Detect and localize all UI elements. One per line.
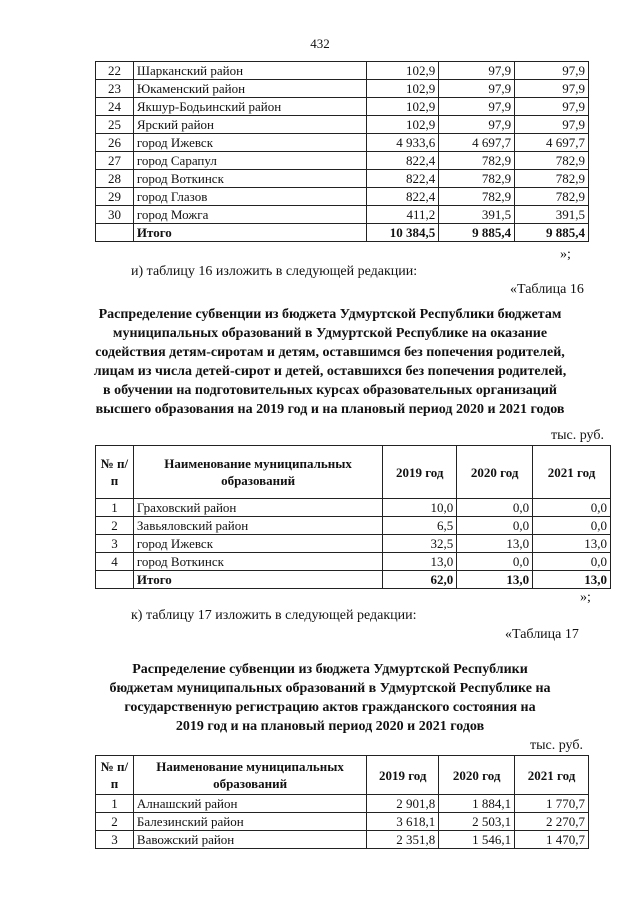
table17 [95, 755, 589, 849]
title16-line: Распределение субвенции из бюджета Удмуртской Республики бюджетам [98, 307, 562, 322]
cell-name: город Можга [133, 206, 367, 224]
cell-n: 22 [96, 62, 134, 80]
table-row [96, 170, 589, 188]
total-empty [96, 571, 134, 589]
cell-v2021: 97,9 [515, 80, 589, 98]
cell-v2020: 97,9 [439, 80, 515, 98]
total-v2020: 13,0 [457, 571, 533, 589]
header-number: № п/п [96, 446, 134, 499]
cell-v2019: 102,9 [367, 116, 439, 134]
table-row [96, 80, 589, 98]
cell-v2020: 13,0 [457, 535, 533, 553]
instruction-i: и) таблицу 16 изложить в следующей редакции: [131, 264, 418, 279]
table-continuation [95, 61, 589, 242]
title17-line: бюджетам муниципальных образований в Удмуртской Республике на [109, 681, 551, 696]
table-row [96, 535, 611, 553]
cell-v2019: 4 933,6 [367, 134, 439, 152]
units17: тыс. руб. [530, 738, 583, 753]
cell-n: 27 [96, 152, 134, 170]
title16-line: лицам из числа детей-сирот и детей, оставшихся без попечения родителей, [93, 364, 567, 379]
total-v2021: 9 885,4 [515, 224, 589, 242]
cell-n: 29 [96, 188, 134, 206]
table-row [96, 188, 589, 206]
title16-line: высшего образования на 2019 год и на плановый период 2020 и 2021 годов [95, 402, 565, 417]
cell-name: Якшур-Бодьинский район [133, 98, 367, 116]
table17-title [90, 660, 570, 736]
cell-name: Юкаменский район [133, 80, 367, 98]
cell-name: город Воткинск [133, 170, 367, 188]
cell-v2020: 0,0 [457, 517, 533, 535]
units16: тыс. руб. [551, 428, 604, 443]
cell-v2021: 0,0 [533, 553, 611, 571]
cell-name: город Глазов [133, 188, 367, 206]
cell-n: 1 [96, 499, 134, 517]
header-2019: 2019 год [367, 756, 439, 795]
cell-v2019: 32,5 [383, 535, 457, 553]
cell-name: Завьяловский район [133, 517, 382, 535]
cell-v2020: 0,0 [457, 499, 533, 517]
table17-label: «Таблица 17 [505, 627, 579, 642]
cell-v2019: 13,0 [383, 553, 457, 571]
cell-v2020: 0,0 [457, 553, 533, 571]
cell-v2019: 822,4 [367, 152, 439, 170]
table-row [96, 116, 589, 134]
table16-label: «Таблица 16 [510, 282, 584, 297]
cell-v2020: 782,9 [439, 188, 515, 206]
page-number: 432 [310, 36, 330, 51]
cell-v2020: 782,9 [439, 170, 515, 188]
header-2020: 2020 год [439, 756, 515, 795]
cell-v2020: 1 546,1 [439, 831, 515, 849]
header-2019: 2019 год [383, 446, 457, 499]
cell-v2019: 3 618,1 [367, 813, 439, 831]
table-row [96, 152, 589, 170]
total-row [96, 224, 589, 242]
table-row [96, 134, 589, 152]
table-row [96, 813, 589, 831]
cell-n: 3 [96, 535, 134, 553]
cell-name: город Воткинск [133, 553, 382, 571]
cell-n: 26 [96, 134, 134, 152]
cell-n: 23 [96, 80, 134, 98]
total-empty [96, 224, 134, 242]
total-v2021: 13,0 [533, 571, 611, 589]
cell-name: город Сарапул [133, 152, 367, 170]
cell-name: Шарканский район [133, 62, 367, 80]
header-2021: 2021 год [533, 446, 611, 499]
total-v2020: 9 885,4 [439, 224, 515, 242]
cell-v2021: 4 697,7 [515, 134, 589, 152]
table-continuation-body [96, 62, 589, 242]
cell-v2021: 782,9 [515, 188, 589, 206]
total-label: Итого [133, 224, 367, 242]
table-row [96, 62, 589, 80]
cell-v2019: 10,0 [383, 499, 457, 517]
cell-n: 4 [96, 553, 134, 571]
cell-v2021: 97,9 [515, 62, 589, 80]
table-row [96, 795, 589, 813]
cell-v2019: 822,4 [367, 188, 439, 206]
header-number: № п/п [96, 756, 134, 795]
cell-v2019: 2 901,8 [367, 795, 439, 813]
table16-body [96, 499, 611, 589]
cell-name: Вавожский район [133, 831, 366, 849]
cell-name: город Ижевск [133, 134, 367, 152]
cell-n: 3 [96, 831, 134, 849]
cell-v2021: 1 770,7 [515, 795, 589, 813]
table-row [96, 499, 611, 517]
cell-v2021: 0,0 [533, 517, 611, 535]
cell-v2021: 1 470,7 [515, 831, 589, 849]
instruction-k: к) таблицу 17 изложить в следующей редакции: [131, 608, 417, 623]
table16-title [80, 305, 580, 419]
cell-v2021: 2 270,7 [515, 813, 589, 831]
cell-n: 28 [96, 170, 134, 188]
header-name: Наименование муниципальных образований [133, 756, 366, 795]
title16-line: муниципальных образований в Удмуртской Республике на оказание [112, 326, 548, 341]
title16-line: в обучении на подготовительных курсах образовательных организаций [103, 383, 557, 398]
table17-body [96, 795, 589, 849]
cell-v2019: 102,9 [367, 62, 439, 80]
total-v2019: 62,0 [383, 571, 457, 589]
cell-v2019: 6,5 [383, 517, 457, 535]
table-row [96, 831, 589, 849]
cell-v2020: 97,9 [439, 62, 515, 80]
cell-v2020: 97,9 [439, 98, 515, 116]
title17-line: 2019 год и на плановый период 2020 и 2021 годов [175, 719, 485, 734]
cell-v2019: 2 351,8 [367, 831, 439, 849]
total-row [96, 571, 611, 589]
header-2020: 2020 год [457, 446, 533, 499]
table-row [96, 517, 611, 535]
header-2021: 2021 год [515, 756, 589, 795]
title16-line: содействия детям-сиротам и детям, оставшимся без попечения родителей, [95, 345, 565, 360]
cell-name: Ярский район [133, 116, 367, 134]
cell-v2019: 102,9 [367, 80, 439, 98]
close-mark-2: »; [580, 590, 591, 605]
cell-v2019: 822,4 [367, 170, 439, 188]
cell-v2021: 97,9 [515, 116, 589, 134]
cell-v2021: 782,9 [515, 152, 589, 170]
cell-v2020: 1 884,1 [439, 795, 515, 813]
cell-v2021: 97,9 [515, 98, 589, 116]
cell-v2021: 782,9 [515, 170, 589, 188]
cell-v2020: 2 503,1 [439, 813, 515, 831]
header-name: Наименование муниципальных образований [133, 446, 382, 499]
cell-v2020: 391,5 [439, 206, 515, 224]
cell-n: 25 [96, 116, 134, 134]
cell-name: город Ижевск [133, 535, 382, 553]
cell-v2021: 0,0 [533, 499, 611, 517]
cell-n: 2 [96, 517, 134, 535]
table-row [96, 206, 589, 224]
cell-v2021: 13,0 [533, 535, 611, 553]
table16 [95, 445, 611, 589]
cell-v2021: 391,5 [515, 206, 589, 224]
title17-line: государственную регистрацию актов гражданского состояния на [124, 700, 536, 715]
cell-n: 24 [96, 98, 134, 116]
cell-v2020: 782,9 [439, 152, 515, 170]
cell-name: Граховский район [133, 499, 382, 517]
cell-n: 2 [96, 813, 134, 831]
total-v2019: 10 384,5 [367, 224, 439, 242]
cell-n: 1 [96, 795, 134, 813]
cell-v2019: 102,9 [367, 98, 439, 116]
cell-v2020: 4 697,7 [439, 134, 515, 152]
table-row [96, 553, 611, 571]
close-mark-1: »; [560, 247, 571, 262]
cell-name: Алнашский район [133, 795, 366, 813]
title17-line: Распределение субвенции из бюджета Удмуртской Республики [132, 662, 528, 677]
cell-v2019: 411,2 [367, 206, 439, 224]
cell-n: 30 [96, 206, 134, 224]
cell-v2020: 97,9 [439, 116, 515, 134]
cell-name: Балезинский район [133, 813, 366, 831]
total-label: Итого [133, 571, 382, 589]
table-row [96, 98, 589, 116]
